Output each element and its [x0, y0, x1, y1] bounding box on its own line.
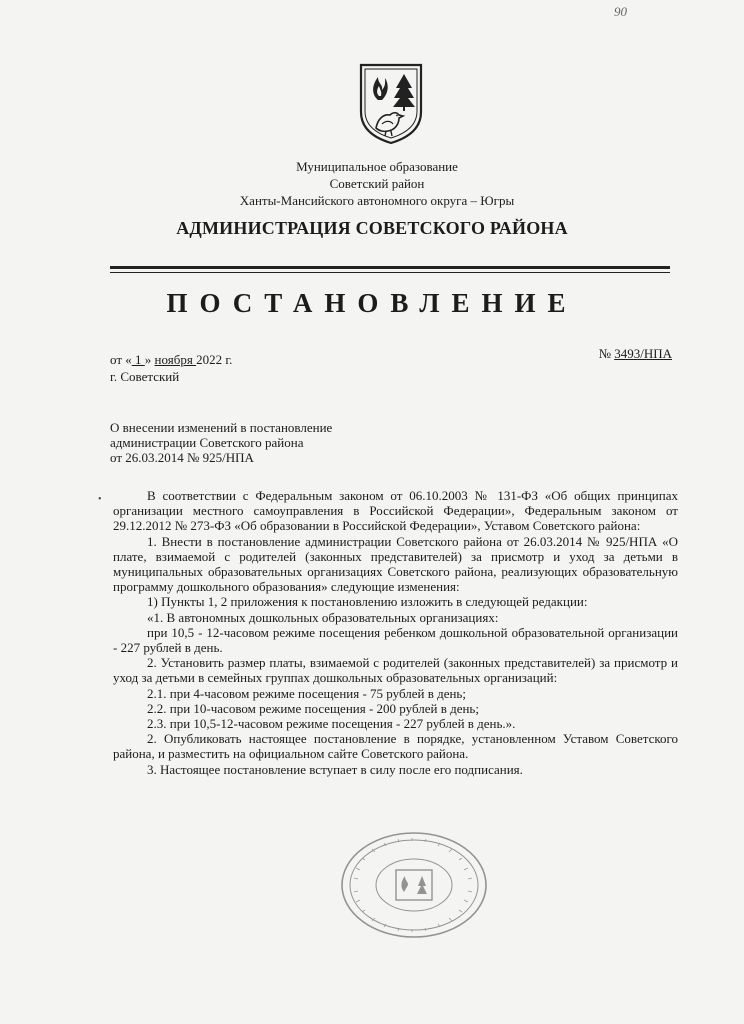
date-month: ноября	[154, 352, 197, 367]
scan-artifact: •	[98, 494, 102, 505]
document-date	[110, 352, 232, 368]
date-day: 1	[131, 352, 145, 367]
date-prefix: от «	[110, 352, 132, 367]
body-paragraph: В соответствии с Федеральным законом от 06.10.2003 № 131-ФЗ «Об общих принципах организации местного самоуправления в Российской Федерации», Федеральным законом от 29.12.2012 № 273-ФЗ «Об образовании в Российской Федерации», Уставом Советского района:	[113, 488, 678, 534]
date-separator: »	[144, 352, 155, 367]
issuer-header	[0, 158, 744, 209]
date-year: 2022 г.	[196, 352, 233, 367]
header-divider-thin	[110, 272, 670, 273]
municipality-line: Муниципальное образование	[296, 159, 458, 174]
administration-title: АДМИНИСТРАЦИЯ СОВЕТСКОГО РАЙОНА	[176, 218, 568, 238]
document-number	[599, 346, 672, 362]
document-body	[113, 488, 678, 777]
body-paragraph: 2. Опубликовать настоящее постановление в порядке, установленном Уставом Советского района, и разместить на официальном сайте Советского района.	[113, 731, 678, 762]
handwritten-page-number: 90	[614, 4, 627, 19]
subject-line: О внесении изменений в постановление	[110, 420, 333, 435]
body-paragraph: 2.1. при 4-часовом режиме посещения - 75 рублей в день;	[147, 685, 466, 701]
coat-of-arms-emblem	[358, 62, 424, 146]
document-subject	[110, 420, 410, 465]
number-value: 3493/НПА	[614, 346, 672, 361]
document-type-title: ПОСТАНОВЛЕНИЕ	[166, 288, 578, 318]
body-paragraph: 2.2. при 10-часовом режиме посещения - 200 рублей в день;	[147, 700, 479, 716]
subject-line: администрации Советского района	[110, 435, 304, 450]
district-line: Советский район	[329, 176, 425, 191]
subject-line: от 26.03.2014 № 925/НПА	[110, 450, 254, 465]
body-paragraph: «1. В автономных дошкольных образовательных организациях:	[147, 609, 499, 625]
number-prefix: №	[598, 346, 615, 361]
body-paragraph: 2. Установить размер платы, взимаемой с родителей (законных представителей) за присмотр и уход за детьми в семейных группах дошкольных образовательных организаций:	[113, 655, 678, 686]
official-seal-stamp	[338, 830, 490, 940]
header-divider-thick	[110, 266, 670, 269]
document-city: г. Советский	[110, 369, 180, 384]
body-paragraph: 2.3. при 10,5-12-часовом режиме посещения - 227 рублей в день.».	[147, 716, 516, 732]
okrug-line: Ханты-Мансийского автономного округа – Югры	[239, 193, 515, 208]
body-paragraph: 1) Пункты 1, 2 приложения к постановлению изложить в следующей редакции:	[147, 594, 588, 610]
body-paragraph: при 10,5 - 12-часовом режиме посещения ребенком дошкольной образовательной организации - 227 рублей в день.	[113, 624, 678, 656]
body-paragraph: 3. Настоящее постановление вступает в силу после его подписания.	[147, 761, 523, 777]
body-paragraph: 1. Внести в постановление администрации Советского района от 26.03.2014 № 925/НПА «О плате, взимаемой с родителей (законных представителей) за присмотр и уход за детьми в муниципальных образовательных организациях Советского района, реализующих образовательную программу дошкольного образования» следующие изменения:	[113, 533, 678, 595]
